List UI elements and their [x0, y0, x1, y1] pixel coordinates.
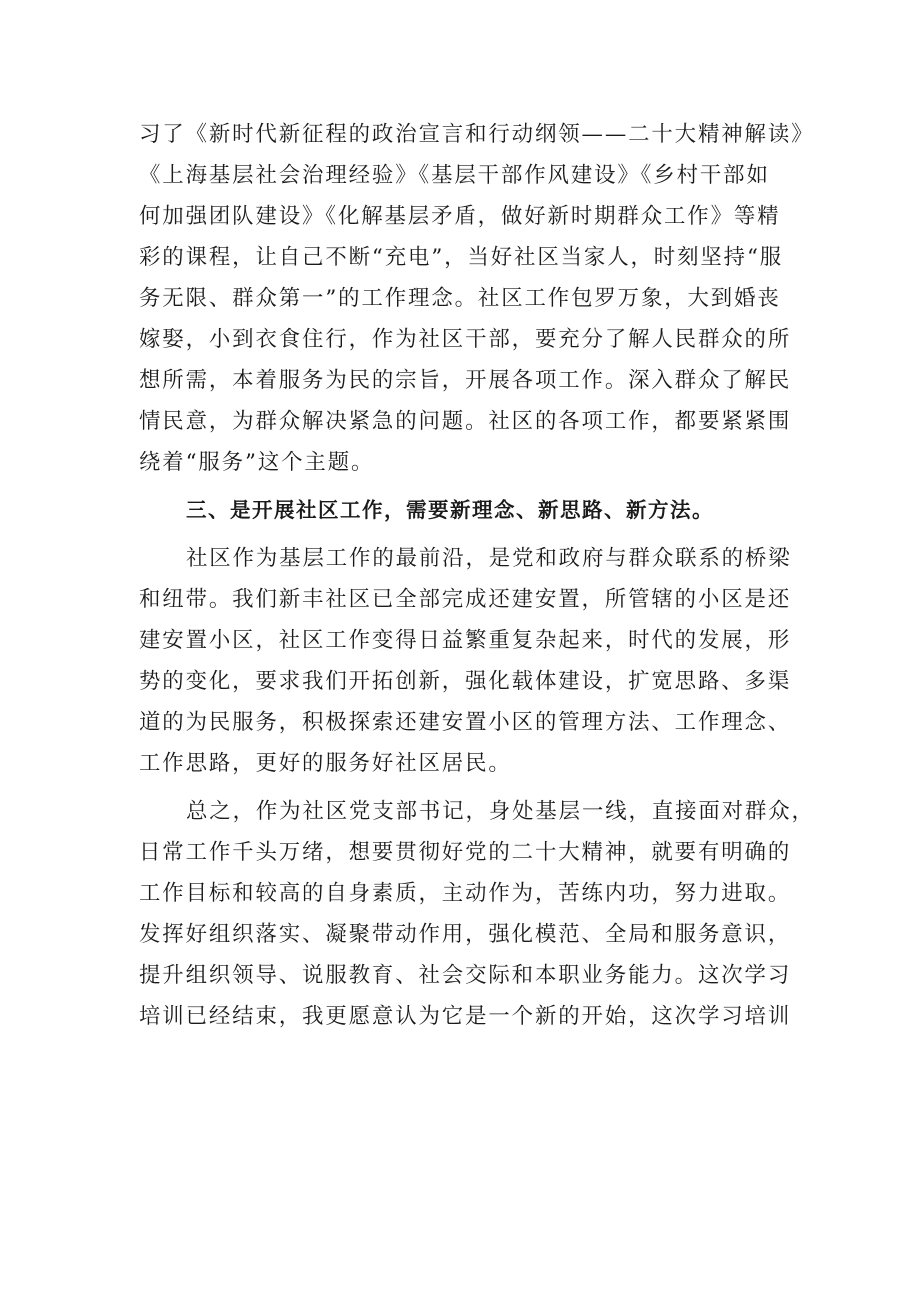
document-body: [139, 114, 815, 1037]
text-line: 《上海基层社会治理经验》《基层干部作风建设》《乡村干部如: [139, 163, 770, 188]
text-line: 工作思路，更好的服务好社区居民。: [139, 751, 512, 776]
spacer: [139, 784, 804, 791]
text-line: 日常工作千头万绪，想要贯彻好党的二十大精神，就要有明确的: [139, 840, 792, 865]
text-line: 和纽带。我们新丰社区已全部完成还建安置，所管辖的小区是还: [139, 587, 792, 612]
section-heading: 三、是开展社区工作，需要新理念、新思路、新方法。: [186, 498, 714, 522]
text-line: 务无限、群众第一”的工作理念。社区工作包罗万象，大到婚丧: [139, 286, 781, 311]
text-line: 社区作为基层工作的最前沿，是党和政府与群众联系的桥梁: [186, 546, 792, 571]
text-line: 势的变化，要求我们开拓创新，强化载体建设，扩宽思路、多渠: [139, 669, 792, 694]
text-line: 何加强团队建设》《化解基层矛盾，做好新时期群众工作》等精: [139, 204, 781, 229]
spacer: [139, 483, 804, 490]
text-line: 道的为民服务，积极探索还建安置小区的管理方法、工作理念、: [139, 710, 792, 735]
text-line: 彩的课程，让自己不断“充电”，当好社区当家人，时刻坚持“服: [139, 245, 784, 270]
text-line: 情民意，为群众解决紧急的问题。社区的各项工作，都要紧紧围: [139, 409, 792, 434]
paragraph-continuation: [139, 114, 815, 483]
text-line: 习了《新时代新征程的政治宣言和行动纲领——二十大精神解读》: [139, 122, 815, 147]
text-line: 提升组织领导、说服教育、社会交际和本职业务能力。这次学习: [139, 963, 792, 988]
text-line: 工作目标和较高的自身素质，主动作为，苦练内功，努力进取。: [139, 881, 792, 906]
text-line: 嫁娶，小到衣食住行，作为社区干部，要充分了解人民群众的所: [139, 327, 792, 352]
spacer: [139, 531, 804, 538]
text-line: 建安置小区，社区工作变得日益繁重复杂起来，时代的发展，形: [139, 628, 792, 653]
paragraph-conclusion: [139, 791, 815, 1037]
text-line: 发挥好组织落实、凝聚带动作用，强化模范、全局和服务意识，: [139, 922, 792, 947]
paragraph-community-work: [139, 538, 804, 784]
text-line: 想所需，本着服务为民的宗旨，开展各项工作。深入群众了解民: [139, 368, 792, 393]
text-line: 绕着“服务”这个主题。: [139, 450, 375, 475]
text-line: 培训已经结束，我更愿意认为它是一个新的开始，这次学习培训: [139, 1004, 792, 1029]
text-line: 总之，作为社区党支部书记，身处基层一线，直接面对群众，: [186, 799, 815, 824]
